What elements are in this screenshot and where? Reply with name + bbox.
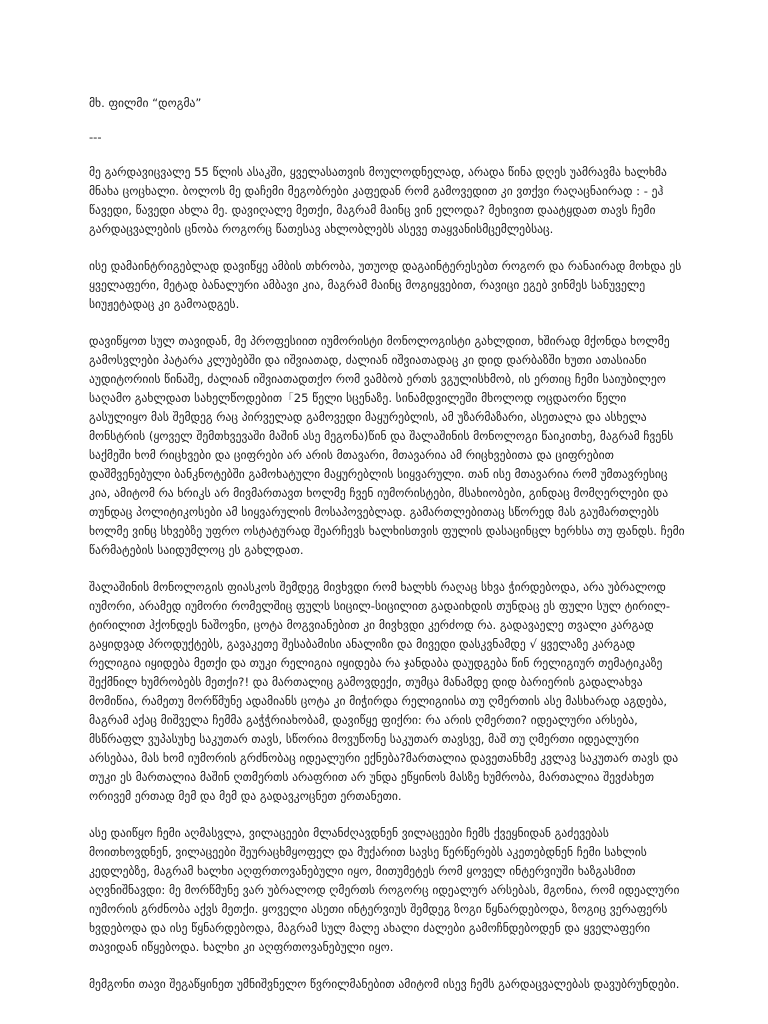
paragraph-6: მემგონი თავი შეგაწყინეთ უმნიშვნელო წვრილმანებით ამიტომ ისევ ჩემს გარდაცვალებას დავუბრუნდები. xyxy=(89,977,680,991)
paragraph-4: შალაშინის მონოლოგის ფიასკოს შემდეგ მივხვდი რომ ხალხს რაღაც სხვა ჭირდებოდა, არა უბრალოდ იუმორი, არამედ იუმორი რომელშიც ფულს სიცილ-სიცილით გადაიხდის თუნდაც ეს ფული სულ ტირილ-ტირილით ჰქონდეს ნაშოვნი, ცოტა მოგვიანებით კი მივხვდი კერძოდ რა. გადავაელე თვალი კარგად გაყიდვად პროდუქტებს, გავაკეთე შესაბამისი ანალიზი და მივედი დასკვნამდე √ ყველაზე კარგად რელიგია იყიდება მეთქი და თუკი რელიგია იყიდება რა ჯანდაბა დაუდგება წინ რელიგიურ თემატიკაზე შექმნილ ხუმრობებს მეთქი?! და მართალიც გამოვდექი, თუმცა მანამდე დიდ ბარიერის გადალახვა მომიწია, რამეთუ მორწმუნე ადამიანს ცოტა კი მიჭირდა რელიგიისა თუ ღმერთის ასე მასხარად აგდება, მაგრამ აქაც მიშველა ჩემმა გაჭჭრიახობამ, დავიწყე ფიქრი: რა არის ღმერთი? იდეალური არსება, მსწრაფლ ვუპასუხე საკუთარ თავს, სწორია მოვუწონე საკუთარ თავსვე, მაშ თუ ღმერთი იდეალური არსებაა, მას ხომ იუმორის გრძნობაც იდეალური ექნება?მართალია დავეთანხმე კვლავ საკუთარ თავს და თუკი ეს მართალია მაშინ ღთმერთს არაფრით არ უნდა ეწყინოს მასზე ხუმრობა, მართალია შევძახეთ ორივემ ერთად მემ და მემ და გადავკოცნეთ ერთანეთი. xyxy=(89,580,679,803)
paragraph-2: ისე დამაინტრიგებლად დავიწყე ამბის თხრობა, უთუოდ დაგაინტერესებთ როგორ და რანაირად მოხდა ეს ყველაფერი, მეტად ბანალური ამბავი კია, მაგრამ მაინც მოგიყვებით, რავიცი ეგებ ვინმეს სანუველე სიუჟეტადაც კი გამოადგეს. xyxy=(89,259,682,311)
paragraph-5: ასე დაიწყო ჩემი აღმასვლა, ვილაცეები მლანძღავდნენ ვილაცეები ჩემს ქვეყნიდან გაძევებას მოითხოვდნენ, ვილაცეები შეურაცხმყოფელ და მუქარით სავსე წერწერებს აკეთებდნენ ჩემი სახლის კედლებზე, მაგრამ ხალხი აღფრთოვანებული იყო, მითუმეტეს რომ ყოველ ინტერვიუში ხაზგასმით აღვნიშნავდი: მე მორწმუნე ვარ უბრალოდ ღმერთს როგორც იდეალურ არსებას, მგონია, რომ იდეალური იუმორის გრძნობა აქვს მეთქი. ყოველი ასეთი ინტერვიუს შემდეგ ზოგი წყნარდებოდა, ზოგიც ვერაფერს ხვდებოდა და ისე წყნარდებოდა, მაგრამ სულ მალე ახალი ძალები გამოჩნდებოდენ და ყველაფერი თავიდან იწყებოდა. ხალხი კი აღფრთოვანებული იყო. xyxy=(89,826,680,954)
paragraph-1: მე გარდავიცვალე 55 წლის ასაკში, ყველასათვის მოულოდნელად, არადა წინა დღეს უამრავმა ხალხმა მნახა ცოცხალი. ბოლოს მე დაჩემი მეგობრები კაფედან რომ გამოვედით კი ვთქვი რაღაცნაირად : - ეჰ წავედი, წავედი ახლა მე. დავიღალე მეთქი, მაგრამ მაინც ვინ ელოდა? მეხივით დაატყდათ თავს ჩემი გარდაცვალების ცნობა როგორც წათესავ ახლობლებს ასევე თაყვანისმცემლებსაც. xyxy=(89,165,667,236)
paragraph-3: დავიწყოთ სულ თავიდან, მე პროფესიით იუმორისტი მონოლოგისტი გახლდით, ხშირად მქონდა ხოლმე გამოსვლები პატარა კლუბებში და იშვიათად, ძალიან იშვიათადაც კი დიდ დარბაზში ხუთი ათასიანი აუდიტორიის წინაშე, ძალიან იშვიათადთქო რომ ვამბობ ერთს ვგულისხმობ, ის ერთიც ჩემი საიუბილეო საღამო გახლდათ სახელწოდებით「25 წელი სცენაზე. სინამდვილეში მხოლოდ ოცდაორი წელი გასულიყო მას შემდეგ რაც პირველად გამოვედი მაყურებლის, ამ უზარმაზარი, ასეთალა და ასხელა მონსტრის (ყოველ შემთხვევაში მაშინ ასე მეგონა)წინ და შალაშინის მონოლოგი წაიკითხე, მაგრამ ჩვენს საქმეში ხომ რიცხვები და ციფრები არ არის მთავარი, მთავარია ამ რიცხვებითა და ციფრებით დაშმვენებული ბანკნოტებში გამოხატული მაყურებლის სიყვარული. თან ისე მთავარია რომ უმთავრესიც კია, ამიტომ რა ხრიკს არ მივმართავთ ხოლმე ჩვენ იუმორისტები, მსახიობები, გინდაც მომღერლები და თუნდაც პოლიტიკოსები ამ სიყვარულის მოსაპოვებლად. გამართლებითაც სწორედ მას გაუმართლებს ხოლმე ვინც სხვებზე უფრო ოსტატურად შეარჩევს ხალხისთვის ფულის დასაცინცლ ხერხსა თუ ფანდს. ჩემი წარმატების საიდუმლოც ეს გახლდათ. xyxy=(89,334,685,557)
document-title: მხ. ფილმი “დოგმა” xyxy=(89,96,202,110)
separator: --- xyxy=(89,130,102,144)
